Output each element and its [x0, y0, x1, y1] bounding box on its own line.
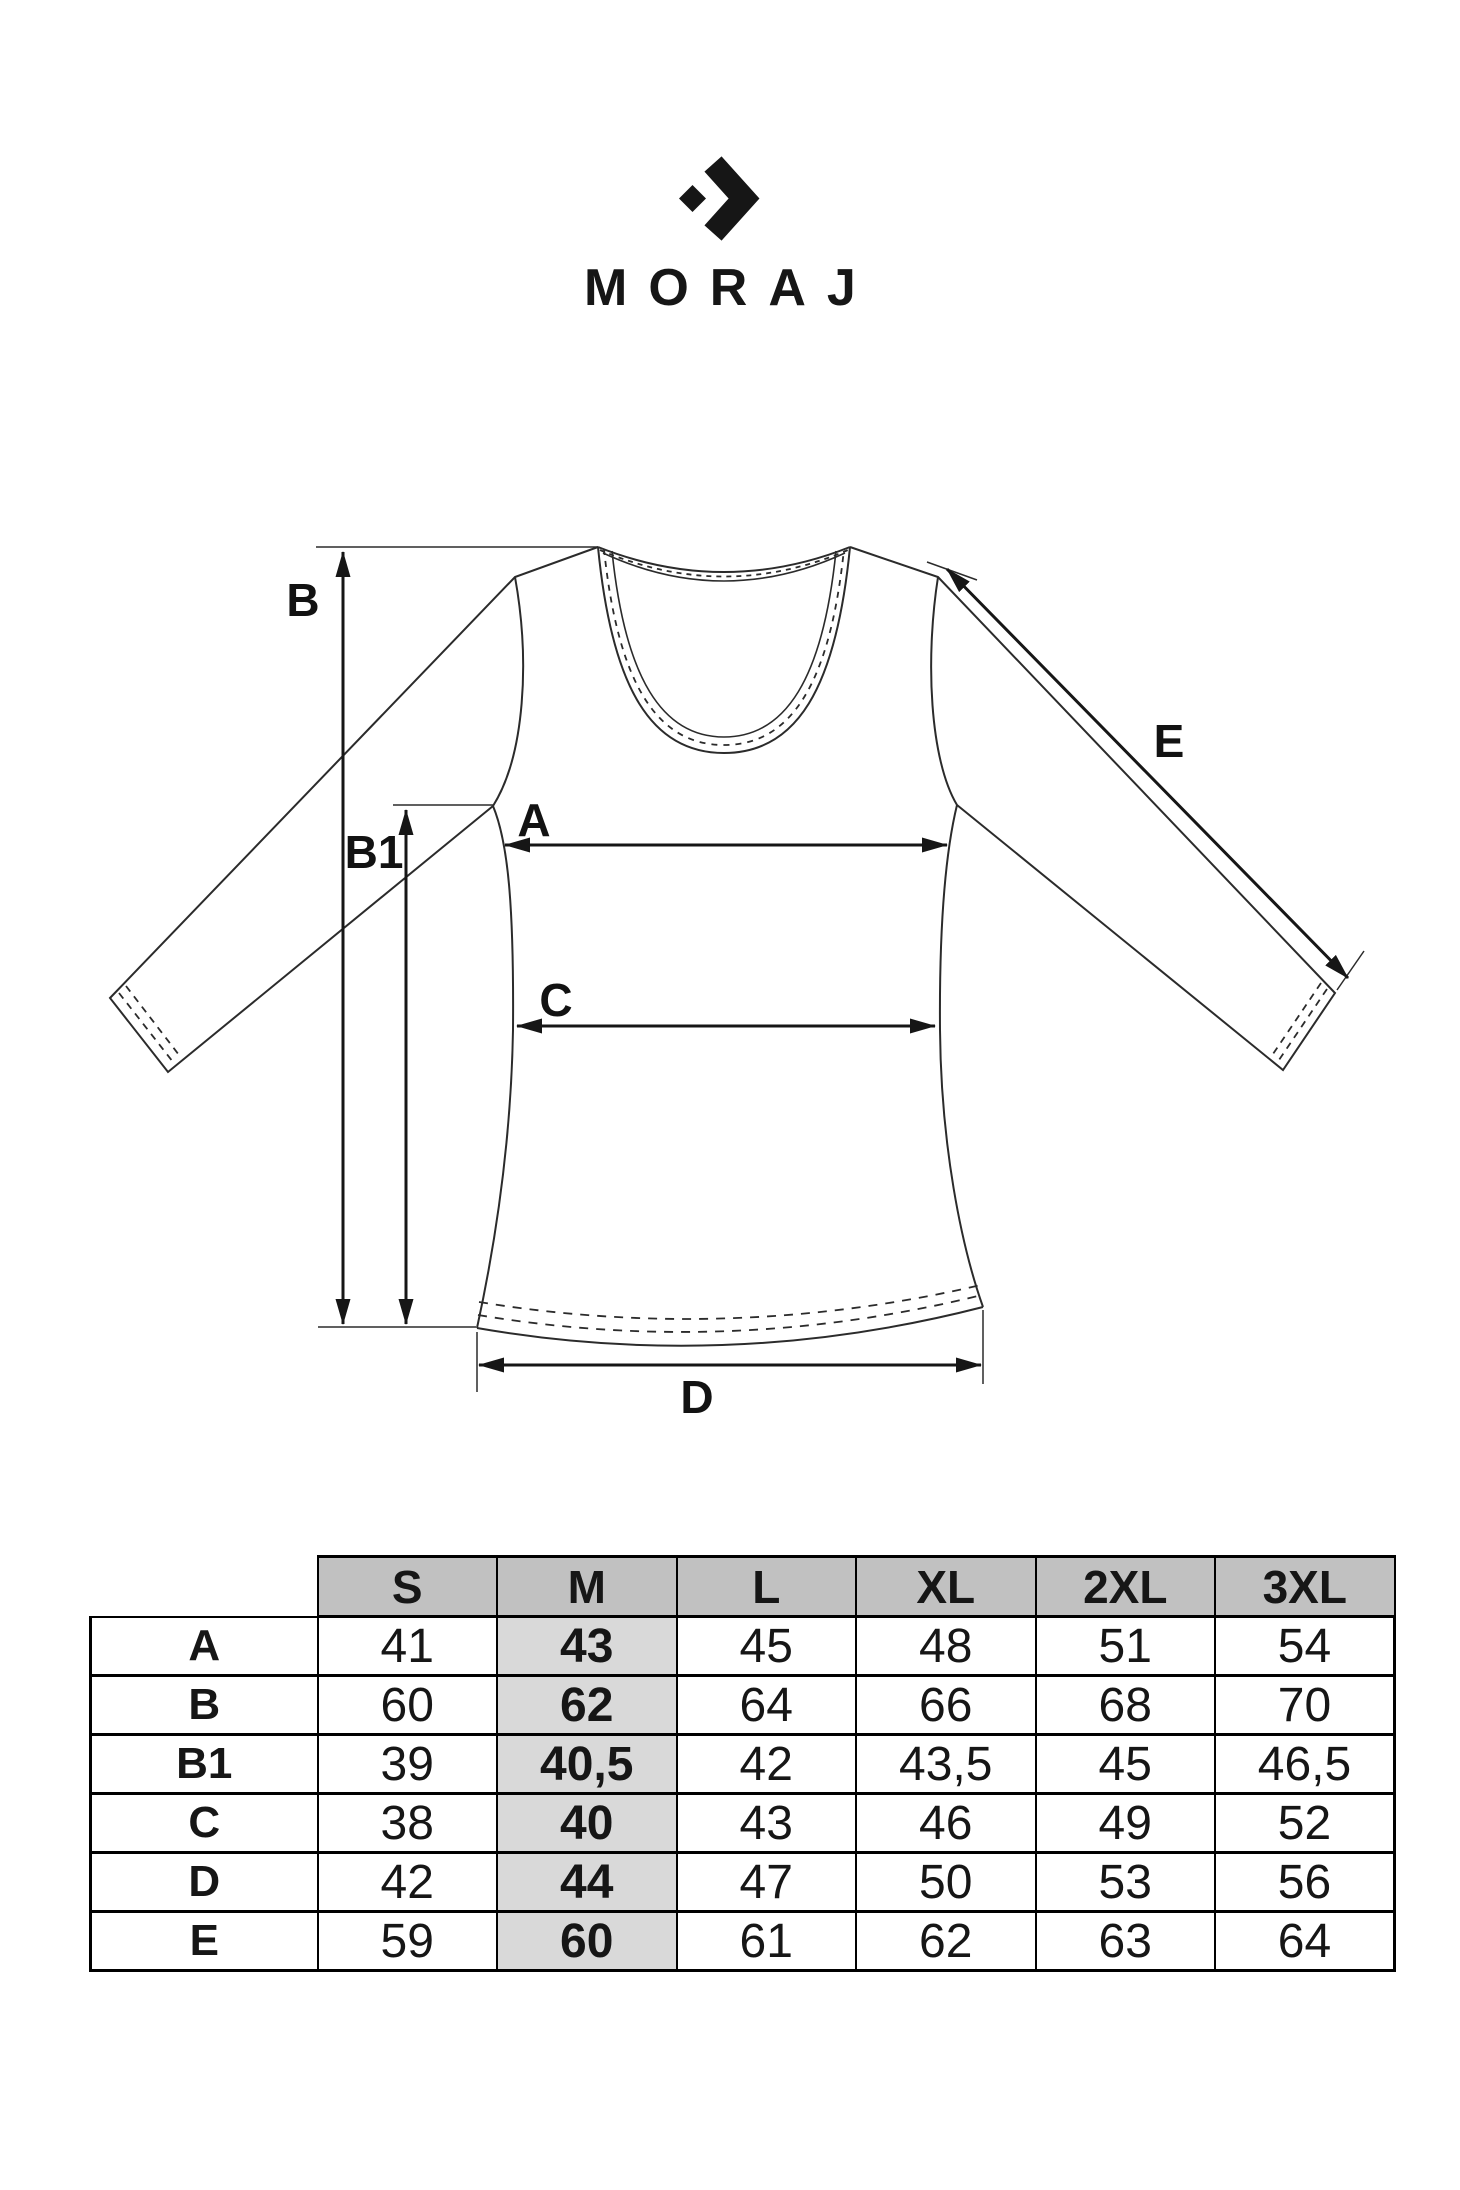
size-cell-c-m: 40 — [497, 1794, 677, 1853]
size-table-body — [91, 1617, 1395, 1971]
hem-stitch-2 — [479, 1285, 981, 1319]
size-table-header — [91, 1557, 1395, 1617]
left-armhole — [493, 577, 523, 806]
left-cuff-stitch-1 — [119, 993, 173, 1062]
size-cell-b-2xl: 68 — [1036, 1676, 1216, 1735]
size-cell-a-2xl: 51 — [1036, 1617, 1216, 1676]
back-neck-outer — [598, 547, 850, 572]
row-label-d: D — [91, 1853, 318, 1912]
right-cuff-stitch-1 — [1279, 989, 1327, 1060]
size-cell-b-3xl: 70 — [1215, 1676, 1395, 1735]
column-header-3xl: 3XL — [1215, 1557, 1395, 1617]
measure-label-d: D — [680, 1371, 714, 1423]
front-neck-inner — [612, 551, 836, 737]
column-header-s: S — [318, 1557, 498, 1617]
right-side-seam — [940, 805, 983, 1307]
right-sleeve — [850, 547, 1335, 1070]
front-neck-outer — [598, 547, 850, 753]
size-cell-d-2xl: 53 — [1036, 1853, 1216, 1912]
table-row-a — [91, 1617, 1395, 1676]
size-cell-d-xl: 50 — [856, 1853, 1036, 1912]
size-cell-b1-s: 39 — [318, 1735, 498, 1794]
table-row-d — [91, 1853, 1395, 1912]
size-cell-a-xl: 48 — [856, 1617, 1036, 1676]
table-row-b1 — [91, 1735, 1395, 1794]
measure-label-b1: B1 — [344, 826, 404, 878]
column-header-2xl: 2XL — [1036, 1557, 1216, 1617]
left-side-seam — [477, 806, 513, 1328]
size-cell-e-2xl: 63 — [1036, 1912, 1216, 1971]
size-cell-b1-3xl: 46,5 — [1215, 1735, 1395, 1794]
extension-lines — [316, 547, 1364, 1392]
size-cell-e-xl: 62 — [856, 1912, 1036, 1971]
size-cell-a-s: 41 — [318, 1617, 498, 1676]
size-cell-c-2xl: 49 — [1036, 1794, 1216, 1853]
size-cell-e-s: 59 — [318, 1912, 498, 1971]
brand-logo-icon — [679, 164, 744, 233]
stitching-lines — [119, 549, 1327, 1332]
size-cell-a-l: 45 — [677, 1617, 857, 1676]
right-armhole — [931, 577, 957, 805]
row-label-c: C — [91, 1794, 318, 1853]
arrow-e — [947, 569, 1348, 978]
column-header-m: M — [497, 1557, 677, 1617]
right-cuff-stitch-2 — [1273, 983, 1321, 1054]
table-corner-spacer — [91, 1557, 318, 1617]
size-cell-e-l: 61 — [677, 1912, 857, 1971]
size-cell-e-m: 60 — [497, 1912, 677, 1971]
size-cell-b-l: 64 — [677, 1676, 857, 1735]
row-label-e: E — [91, 1912, 318, 1971]
shirt-outline — [110, 547, 1335, 1346]
size-cell-c-l: 43 — [677, 1794, 857, 1853]
e-top-tick — [927, 562, 977, 580]
size-cell-d-m: 44 — [497, 1853, 677, 1912]
size-cell-e-3xl: 64 — [1215, 1912, 1395, 1971]
size-cell-b1-m: 40,5 — [497, 1735, 677, 1794]
brand-name: MORAJ — [584, 259, 877, 317]
table-row-b — [91, 1676, 1395, 1735]
measure-label-b: B — [286, 574, 320, 626]
column-header-xl: XL — [856, 1557, 1036, 1617]
back-neck-inner — [603, 553, 845, 581]
size-cell-c-s: 38 — [318, 1794, 498, 1853]
measure-label-a: A — [517, 794, 551, 846]
size-table — [89, 1555, 1396, 1972]
size-cell-b-s: 60 — [318, 1676, 498, 1735]
size-cell-b1-xl: 43,5 — [856, 1735, 1036, 1794]
front-neck-stitch — [604, 549, 844, 745]
table-row-c — [91, 1794, 1395, 1853]
column-header-l: L — [677, 1557, 857, 1617]
row-label-b1: B1 — [91, 1735, 318, 1794]
size-cell-d-s: 42 — [318, 1853, 498, 1912]
row-label-a: A — [91, 1617, 318, 1676]
left-cuff-stitch-2 — [126, 986, 179, 1055]
size-cell-d-3xl: 56 — [1215, 1853, 1395, 1912]
size-cell-c-3xl: 52 — [1215, 1794, 1395, 1853]
table-row-e — [91, 1912, 1395, 1971]
measure-label-c: C — [539, 974, 573, 1026]
size-cell-b-xl: 66 — [856, 1676, 1036, 1735]
size-cell-b-m: 62 — [497, 1676, 677, 1735]
size-cell-a-m: 43 — [497, 1617, 677, 1676]
size-cell-b1-l: 42 — [677, 1735, 857, 1794]
size-cell-b1-2xl: 45 — [1036, 1735, 1216, 1794]
measure-label-e: E — [1153, 715, 1185, 767]
size-cell-c-xl: 46 — [856, 1794, 1036, 1853]
size-cell-d-l: 47 — [677, 1853, 857, 1912]
size-cell-a-3xl: 54 — [1215, 1617, 1395, 1676]
row-label-b: B — [91, 1676, 318, 1735]
